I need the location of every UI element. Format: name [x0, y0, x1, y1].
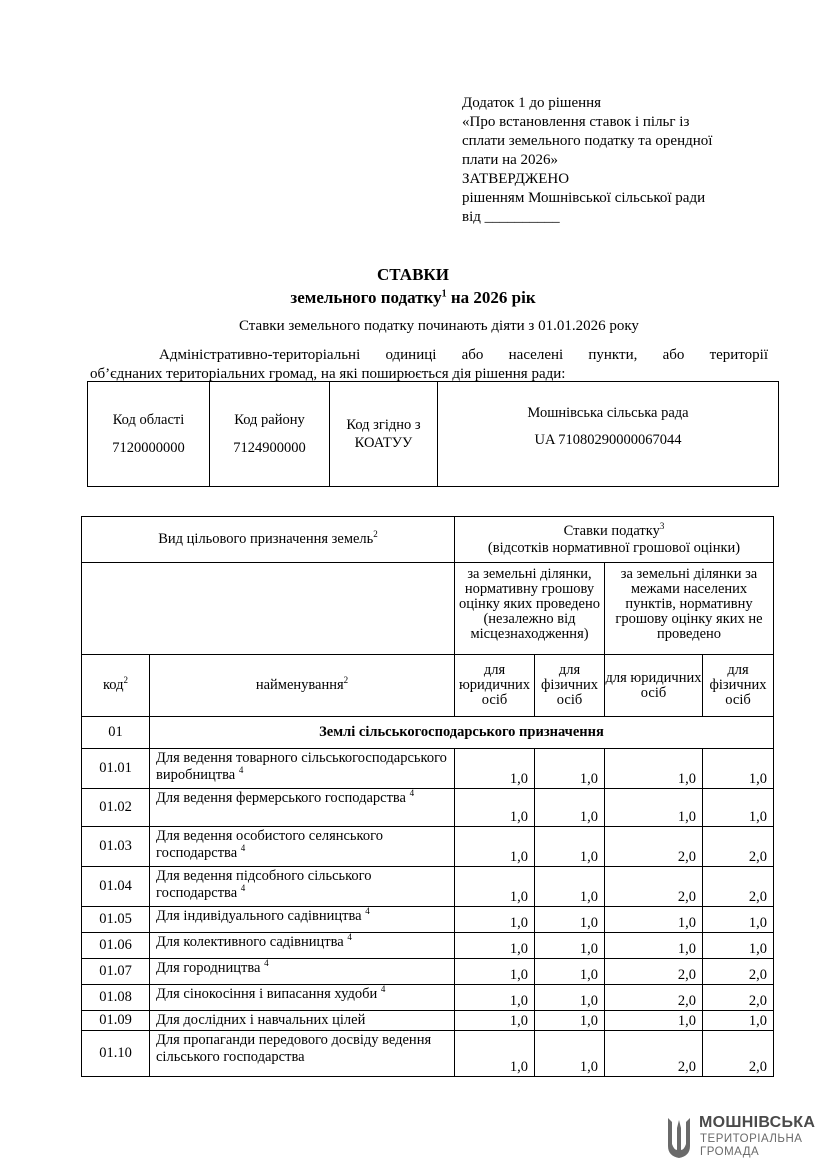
- district-code-value: 7124900000: [233, 440, 306, 456]
- appendix-line: «Про встановлення ставок і пільг із: [462, 114, 690, 130]
- code-header-text: код: [102, 677, 124, 693]
- logo-line-3: ГРОМАДА: [700, 1146, 760, 1158]
- footnote-mark: 3: [659, 520, 665, 531]
- purpose-header: [82, 517, 455, 563]
- koatuu-label: Код згідно з: [346, 417, 421, 433]
- row-name: [150, 1011, 455, 1031]
- region-code-cell: [88, 382, 210, 487]
- scope-paragraph: [90, 346, 768, 384]
- koatuu-cell: [330, 382, 438, 487]
- row-code: 01.04: [82, 867, 150, 907]
- rate-value: 1,0: [605, 749, 703, 789]
- council-name: Мошнівська сільська рада: [527, 405, 689, 421]
- rates-table: [81, 516, 774, 1077]
- row-name: [150, 827, 455, 867]
- code-header: [82, 655, 150, 717]
- footnote-mark: 4: [264, 958, 269, 969]
- row-name: [150, 933, 455, 959]
- footnote-mark: 4: [347, 932, 352, 943]
- rate-value: 1,0: [535, 933, 605, 959]
- rate-value: 2,0: [605, 1031, 703, 1077]
- assessed-land-header: за земельні ділянки, нормативну грошову оцінку яких проведено (незалежно від місцезнаходження): [455, 563, 605, 655]
- district-code-cell: [210, 382, 330, 487]
- document-title: СТАВКИ: [377, 265, 449, 284]
- effective-date-text: Ставки земельного податку починають діяти з 01.01.2026 року: [239, 318, 639, 334]
- rate-value: 1,0: [455, 985, 535, 1011]
- rates-header: [455, 517, 774, 563]
- row-code: 01.06: [82, 933, 150, 959]
- table-row: [82, 907, 774, 933]
- subheader-row: [82, 563, 774, 655]
- row-name: [150, 749, 455, 789]
- row-code: 01.05: [82, 907, 150, 933]
- rate-value: 1,0: [455, 749, 535, 789]
- row-name-text: Для сінокосіння і випасання худоби: [156, 986, 378, 1002]
- subtitle-suffix: на 2026 рік: [446, 288, 536, 307]
- individuals-header-1: для фізичних осіб: [535, 655, 605, 717]
- row-name-text: Для ведення особистого селянського господарства: [156, 828, 383, 861]
- appendix-line: сплати земельного податку та орендної: [462, 133, 713, 149]
- region-code-value: 7120000000: [112, 440, 185, 456]
- rate-value: 2,0: [605, 867, 703, 907]
- rate-value: 1,0: [703, 1011, 774, 1031]
- appendix-line: рішенням Мошнівської сільської ради: [462, 190, 706, 206]
- table-row: [82, 933, 774, 959]
- group-row: [82, 717, 774, 749]
- footnote-mark: 4: [240, 843, 246, 854]
- rate-value: 2,0: [605, 959, 703, 985]
- table-row: [82, 749, 774, 789]
- row-name-text: Для ведення товарного сільськогосподарського виробництва: [156, 750, 447, 783]
- rate-value: 1,0: [455, 959, 535, 985]
- row-name-text: Для городництва: [156, 960, 261, 976]
- footnote-mark: 4: [240, 883, 246, 894]
- row-name-text: Для колективного садівництва: [156, 934, 344, 950]
- rate-value: 2,0: [703, 867, 774, 907]
- footnote-mark: 4: [380, 984, 386, 995]
- table-row: [82, 959, 774, 985]
- appendix-line: від __________: [462, 209, 560, 225]
- rate-value: 2,0: [605, 985, 703, 1011]
- subtitle-text: земельного податку: [290, 288, 442, 307]
- rate-value: 1,0: [535, 749, 605, 789]
- appendix-line: Додаток 1 до рішення: [462, 95, 602, 111]
- document-subtitle: [0, 288, 826, 308]
- logo-line-2: ТЕРИТОРІАЛЬНА: [700, 1133, 803, 1145]
- individuals-header-2: для фізичних осіб: [703, 655, 774, 717]
- table-row: [82, 1031, 774, 1077]
- column-header-row: [82, 655, 774, 717]
- rate-value: 1,0: [535, 827, 605, 867]
- row-code: 01.10: [82, 1031, 150, 1077]
- appendix-line: плати на 2026»: [462, 152, 559, 168]
- rates-header-subtext: (відсотків нормативної грошової оцінки): [487, 539, 741, 556]
- footnote-mark: 4: [409, 788, 415, 799]
- district-code-label: Код району: [234, 412, 305, 428]
- footnote-mark: 1: [441, 288, 447, 300]
- rate-value: 1,0: [535, 985, 605, 1011]
- rate-value: 1,0: [605, 933, 703, 959]
- table-row: [82, 789, 774, 827]
- row-name: [150, 1031, 455, 1077]
- row-name: [150, 867, 455, 907]
- rate-value: 1,0: [535, 1031, 605, 1077]
- row-name: [150, 789, 455, 827]
- group-name: Землі сільськогосподарського призначення: [150, 717, 774, 749]
- row-code: 01.08: [82, 985, 150, 1011]
- rate-value: 1,0: [703, 749, 774, 789]
- rate-value: 1,0: [455, 907, 535, 933]
- row-code: 01.09: [82, 1011, 150, 1031]
- rate-value: 1,0: [455, 1031, 535, 1077]
- row-name: [150, 907, 455, 933]
- row-code: 01.03: [82, 827, 150, 867]
- rate-value: 1,0: [455, 1011, 535, 1031]
- table-row: [82, 827, 774, 867]
- table-row: [82, 867, 774, 907]
- scope-line-2: об’єднаних територіальних громад, на які поширюється дія рішення ради:: [90, 366, 566, 382]
- row-name-text: Для ведення підсобного сільського господарства: [156, 868, 372, 901]
- scope-line-1: Адміністративно-територіальні одиниці або населені пункти, або території: [159, 347, 768, 363]
- legal-entities-header-1: для юридичних осіб: [455, 655, 535, 717]
- rate-value: 1,0: [455, 789, 535, 827]
- row-name-text: Для ведення фермерського господарства: [156, 790, 406, 806]
- rate-value: 2,0: [703, 1031, 774, 1077]
- rate-value: 1,0: [703, 907, 774, 933]
- logo-name: МОШНІВСЬКА: [699, 1114, 816, 1131]
- rate-value: 2,0: [605, 827, 703, 867]
- group-code: 01: [82, 717, 150, 749]
- region-code-label: Код області: [112, 412, 185, 428]
- appendix-line: ЗАТВЕРДЖЕНО: [462, 171, 570, 187]
- rate-value: 2,0: [703, 985, 774, 1011]
- rates-header-text: Ставки податку: [563, 522, 660, 539]
- tryzub-icon: [666, 1116, 692, 1160]
- blank-cell: [82, 563, 455, 655]
- name-header: [150, 655, 455, 717]
- rate-rows: [82, 749, 774, 1077]
- rate-value: 2,0: [703, 959, 774, 985]
- footnote-mark: 2: [343, 675, 349, 686]
- row-code: 01.07: [82, 959, 150, 985]
- koatuu-label-2: КОАТУУ: [354, 435, 413, 451]
- rate-value: 1,0: [703, 933, 774, 959]
- council-cell: [438, 382, 779, 487]
- rate-value: 1,0: [455, 933, 535, 959]
- rate-value: 1,0: [703, 789, 774, 827]
- rate-value: 1,0: [535, 789, 605, 827]
- row-code: 01.01: [82, 749, 150, 789]
- rate-value: 1,0: [605, 907, 703, 933]
- row-code: 01.02: [82, 789, 150, 827]
- rate-value: 1,0: [455, 867, 535, 907]
- header-row: [82, 517, 774, 563]
- outside-settlement-header: за земельні ділянки за межами населених пунктів, нормативну грошову оцінку яких не проведено: [605, 563, 774, 655]
- community-logo: [666, 1112, 816, 1164]
- footnote-mark: 4: [238, 765, 244, 776]
- council-code: UA 71080290000067044: [534, 432, 682, 448]
- table-row: [82, 985, 774, 1011]
- codes-table: [87, 381, 779, 487]
- legal-entities-header-2: для юридичних осіб: [605, 655, 703, 717]
- row-name-text: Для індивідуального садівництва: [156, 908, 362, 924]
- name-header-text: найменування: [255, 677, 344, 693]
- rate-value: 2,0: [703, 827, 774, 867]
- footnote-mark: 2: [123, 675, 129, 686]
- codes-row: [88, 382, 779, 487]
- rate-value: 1,0: [535, 959, 605, 985]
- footnote-mark: 4: [365, 906, 370, 917]
- table-row: [82, 1011, 774, 1031]
- rate-value: 1,0: [535, 907, 605, 933]
- rate-value: 1,0: [605, 1011, 703, 1031]
- rate-value: 1,0: [535, 1011, 605, 1031]
- row-name-text: Для пропаганди передового досвіду ведення сільського господарства: [156, 1032, 432, 1065]
- appendix-block: [462, 94, 792, 227]
- purpose-header-text: Вид цільового призначення земель: [158, 531, 374, 547]
- row-name-text: Для дослідних і навчальних цілей: [156, 1012, 366, 1028]
- rate-value: 1,0: [605, 789, 703, 827]
- rate-value: 1,0: [455, 827, 535, 867]
- rate-value: 1,0: [535, 867, 605, 907]
- row-name: [150, 985, 455, 1011]
- footnote-mark: 2: [373, 529, 378, 540]
- row-name: [150, 959, 455, 985]
